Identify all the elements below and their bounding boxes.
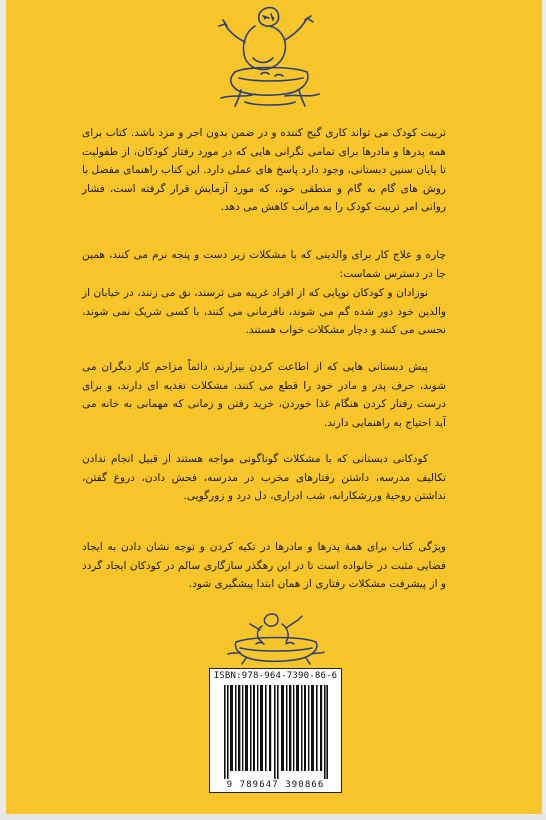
barcode-digits: 9 789647 390866 xyxy=(226,780,325,790)
paragraph-text-6: ویژگی کتاب برای همهٔ پدرها و مادرها در تکیه کردن و توجه نشان دادن به ایجاد فضایی مثبت در خانواده است تا در این رهگذر سازگاری سالم در کودکان ایجاد گردد و از پیشرفت مشکلات رفتاری از همان ابتدا پیشگیری شود. xyxy=(82,541,446,591)
description-paragraph-3 xyxy=(82,284,446,340)
description-paragraph-1 xyxy=(82,124,446,217)
description-paragraph-4 xyxy=(82,358,446,432)
paragraph-text-1: تربیت کودک می تواند کاری گیج کننده و در ضمن بدون اجر و مزد باشد. کتاب برای همه پدرها و مادرها برای تمامی نگرانی هایی که در مورد رفتار کودکان، از طفولیت تا پایان سنین دبستانی، وجود دارد پاسخ های عملی دارد. این کتاب راهنمای مفصل با روش های گام به گام و منطقی خود، که مورد آزمایش قرار گرفته است، فشار روانی امر تربیت کودک را به مراتب کاهش می دهد. xyxy=(82,127,446,214)
description-paragraph-6 xyxy=(82,538,446,594)
description-paragraph-5 xyxy=(82,450,446,506)
page-edge-left xyxy=(0,0,6,820)
page-edge-bottom xyxy=(0,814,546,820)
isbn-barcode-box xyxy=(209,668,342,793)
child-bathing-illustration-icon xyxy=(215,2,325,110)
child-in-tub-illustration-icon xyxy=(226,610,326,666)
paragraph-text-5: کودکانی دبستانی که با مشکلات گوناگونی مواجه هستند از قبیل انجام ندادن تکالیف مدرسه، داشتن رفتارهای مخرب در مدرسه، فحش دادن، دروغ گفتن، نداشتن روحیهٔ ورزشکارانه، شب ادراری، دل درد و زورگویی. xyxy=(82,453,446,503)
isbn-label: ISBN:978-964-7390-86-6 xyxy=(213,671,338,681)
paragraph-text-2: چاره و علاج کار برای والدینی که با مشکلات زیر دست و پنجه نرم می کنند، همین جا در دسترس شماست: xyxy=(82,249,446,280)
paragraph-text-4: پیش دبستانی هایی که از اطاعت کردن بیزارند، دائماً مزاحم کار دیگران می شوند، حرف پدر و مادر خود را قطع می کنند، مشکلات تغذیه ای دارند، و برای درست رفتار کردن هنگام غذا خوردن، خرید رفتن و زمانی که مهمانی به خانه می آید احتیاج به راهنمایی دارند. xyxy=(82,361,446,429)
paragraph-text-3: نوزادان و کودکان نوپایی که از افراد غریبه می ترسند، نق می زنند، در خیابان از والدین خود دور شده گم می شوند، نافرمانی می کنند، با کسی شریک نمی شوند، نحسی می کنند و دچار مشکلات خواب هستند. xyxy=(82,287,446,337)
barcode-icon xyxy=(224,685,328,779)
description-paragraph-2 xyxy=(82,246,446,283)
page-edge-right xyxy=(542,0,546,820)
